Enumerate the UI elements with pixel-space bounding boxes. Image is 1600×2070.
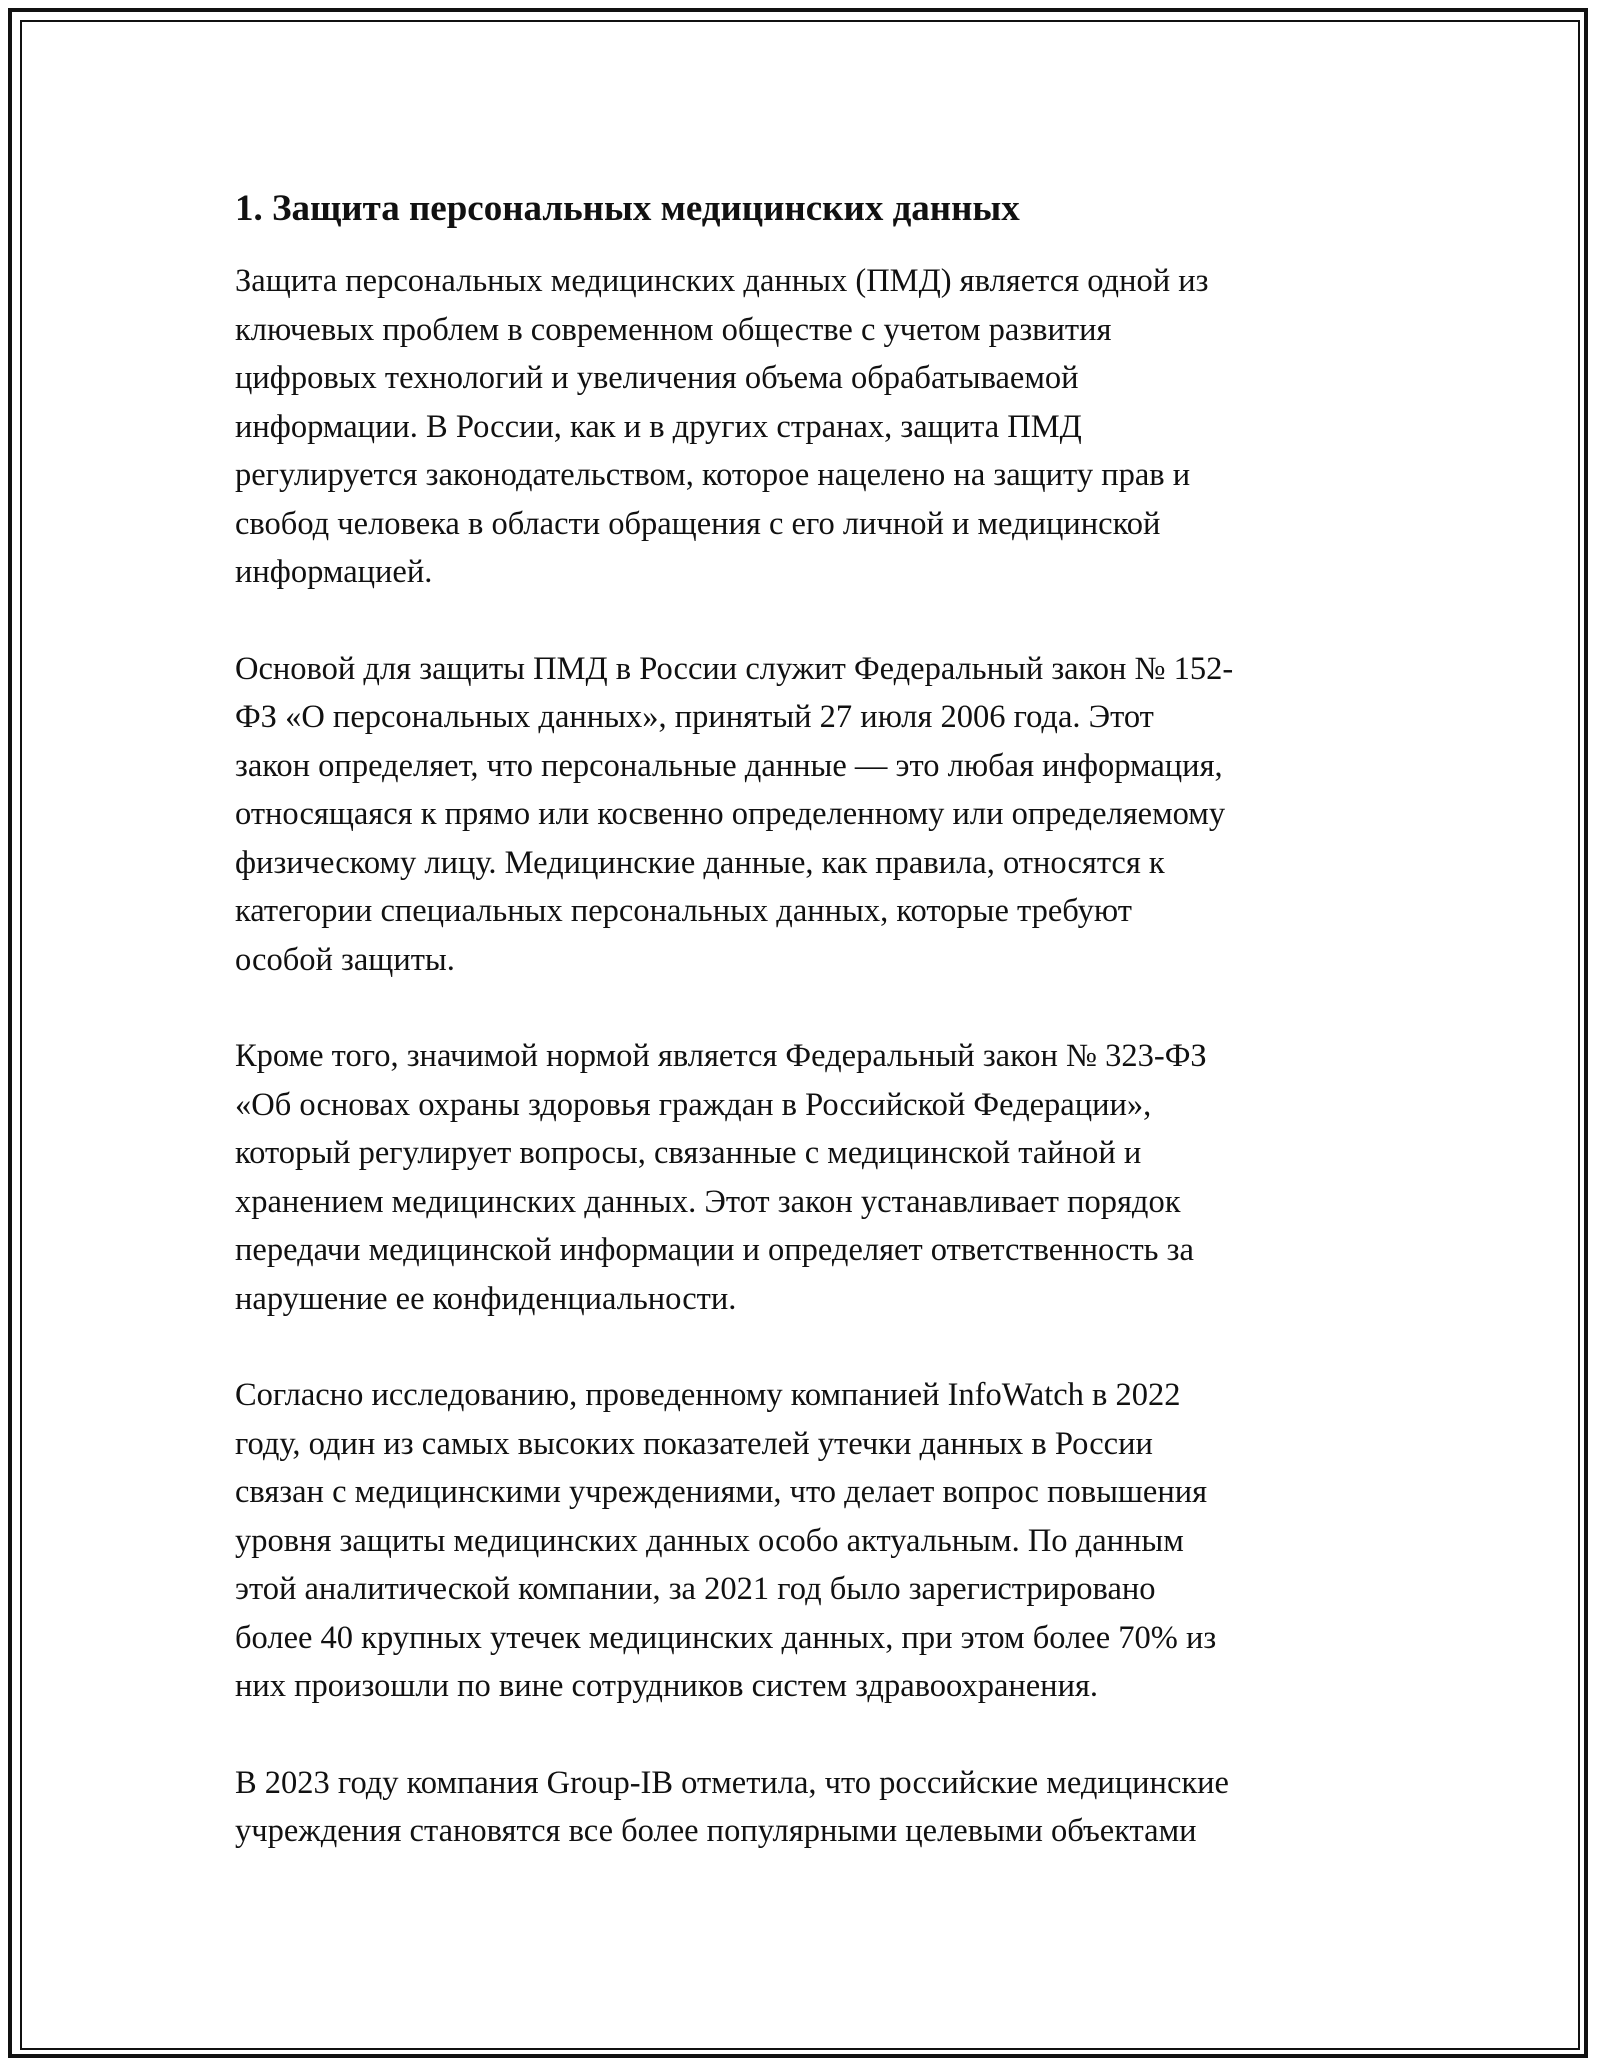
paragraph-2: Основой для защиты ПМД в России служит Федеральный закон № 152- ФЗ «О персональных данных», принятый 27 июля 2006 года. Этот закон определяет, что персональные данные — это любая информация, относящаяся к прямо или косвенно определенному или определяемому физическому лицу. Медицинские данные, как правила, относятся к категории специальных персональных данных, которые требуют особой защиты. (235, 650, 1234, 978)
paragraph-4: Согласно исследованию, проведенному компанией InfoWatch в 2022 году, один из самых высоких показателей утечки данных в России связан с медицинскими учреждениями, что делает вопрос повышения уровня защиты медицинских данных особо актуальным. По данным этой аналитической компании, за 2021 год было зарегистрировано более 40 крупных утечек медицинских данных, при этом более 70% из них произошли по вине сотрудников систем здравоохранения. (235, 1377, 1217, 1704)
document-body (235, 185, 1375, 1904)
paragraph-5: В 2023 году компания Group-IB отметила, что российские медицинские учреждения становятся все более популярными целевыми объектами (235, 1764, 1229, 1849)
section-title: 1. Защита персональных медицинских данных (235, 188, 1020, 229)
paragraph-3: Кроме того, значимой нормой является Федеральный закон № 323-ФЗ «Об основах охраны здоровья граждан в Российской Федерации», который регулирует вопросы, связанные с медицинской тайной и хранением медицинских данных. Этот закон устанавливает порядок передачи медицинской информации и определяет ответственность за нарушение ее конфиденциальности. (235, 1038, 1207, 1317)
paragraph-1: Защита персональных медицинских данных (ПМД) является одной из ключевых проблем в современном обществе с учетом развития цифровых технологий и увеличения объема обрабатываемой информации. В России, как и в других странах, защита ПМД регулируется законодательством, которое нацелено на защиту прав и свобод человека в области обращения с его личной и медицинской информацией. (235, 263, 1209, 590)
